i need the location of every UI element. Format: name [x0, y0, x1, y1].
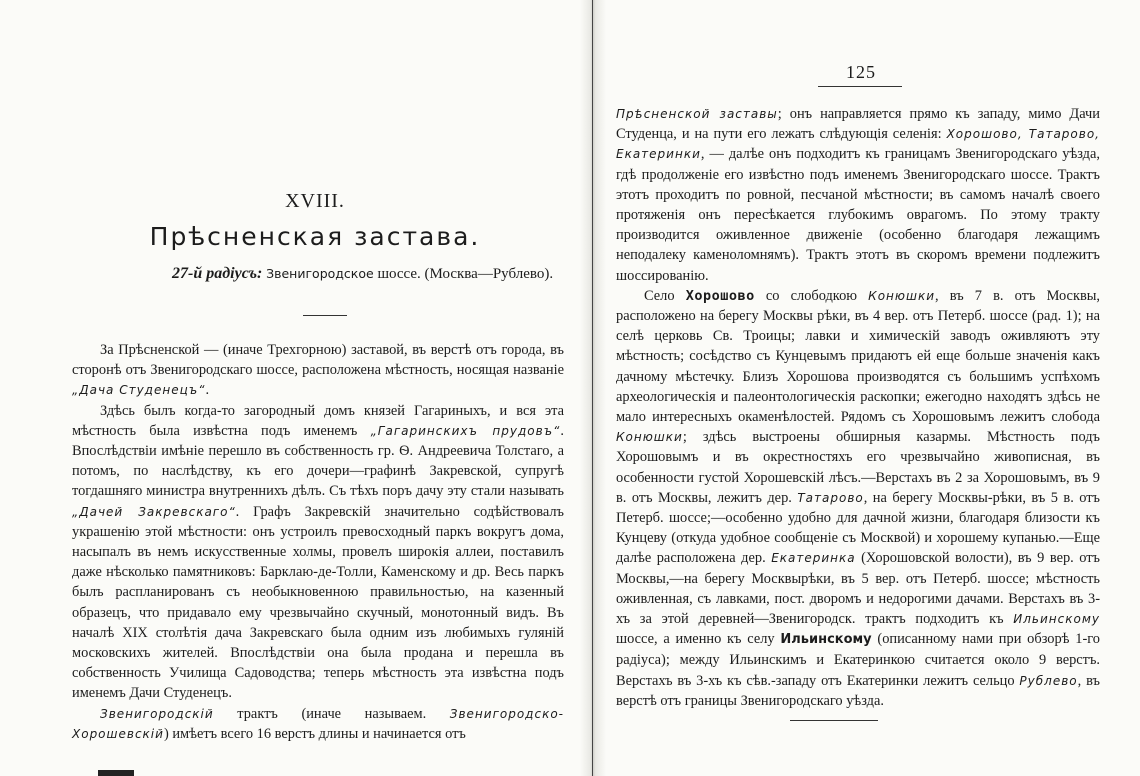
- text-run: . Графъ Закревскій значительно содѣйствовалъ украшенію этой мѣстности: онъ устроилъ превосходный паркъ вокругъ дома, насыпалъ въ немъ искусственные холмы, провелъ широкія аллеи, поставилъ даже нѣсколько памятниковъ: Барклаю-де-Толли, Каменскому и др. Весь паркъ былъ распланированъ съ необыкновенною правильностью, на казенный образецъ, что придавало ему чрезвычайно скучный, монотонный видъ. Въ началѣ XIX столѣтія дача Закревскаго была одним изъ любимыхъ гуляній московскихъ жителей. Впослѣдствіи она была продана и перешла въ собственность Училища Садоводства; теперь мѣстность эта извѣстна подъ именемъ Дачи Студенецъ.: [72, 503, 564, 702]
- text-run: (Хорошовской волости), въ 9 вер. отъ Москвы,—на берегу Москвырѣки, въ 5 вер. отъ Петерб. шоссе; мѣстность оживленная, съ лавками, пост. дворомъ и недорогими дачами. Верстахъ въ 3-хъ за этой деревней—Звенигородск. трактъ подходитъ къ: [616, 550, 1100, 628]
- text-run: За Прѣсненской — (иначе Трехгорною) заставой, въ верстѣ отъ города, въ сторонѣ отъ Звенигородскаго шоссе, расположена мѣстность, носящая названіе: [72, 342, 564, 379]
- section-divider: [303, 315, 347, 316]
- paragraph: [72, 401, 564, 704]
- emphasis-text: Звенигородско-Хорошевскій: [72, 706, 564, 741]
- emphasis-text: Татарово: [797, 490, 864, 505]
- emphasis-text: Хорошово, Татарово, Екатеринки: [616, 127, 1100, 162]
- chapter-number: XVIII.: [285, 190, 345, 212]
- radius-heading: [172, 265, 572, 283]
- right-page: [606, 0, 1140, 776]
- text-run: Здѣсь былъ когда-то загородный домъ князей Гагариныхъ, и вся эта мѣстность была извѣстна подъ именемъ: [72, 402, 564, 439]
- chapter-title: Прѣсненская застава.: [149, 222, 481, 251]
- page-number: 125: [846, 62, 876, 82]
- text-run: , — далѣе онъ подходитъ къ границамъ Звенигородскаго уѣзда, гдѣ продолженіе его извѣстно подъ именемъ Звенигородскаго шоссе. Трактъ этотъ проходитъ по ровной, песчаной мѣстности; въ самомъ началѣ своего протяженія онъ пересѣкается глубокимъ оврагомъ. По этому тракту производится оживленное движеніе (особенно благодаря лежащимъ неподалеку каменоломнямъ). Трактъ этотъ въ скоромъ времени подлежитъ шоссированію.: [616, 146, 1100, 284]
- emphasis-text: Конюшки: [616, 430, 683, 445]
- text-run: , въ 7 в. отъ Москвы, расположено на берегу Москвы рѣки, въ 4 вер. отъ Петерб. шоссе (рад. 1); на селѣ церковь Св. Троицы; лавки и химическій заводъ оживляютъ эту мѣстность; сосѣдство съ Кунцевымъ придаютъ ей еще больше значенія какъ дачному мѣстечку. Близъ Хорошова производятся съ большимъ успѣхомъ археологическія и палеонтологическія раскопки; ежегодно находятъ здѣсь не мало интересныхъ окаменѣлостей. Рядомъ съ Хорошовымъ лежитъ слобода: [616, 287, 1101, 426]
- print-mark: [98, 770, 134, 776]
- paragraph: [72, 704, 564, 744]
- text-run: (описанному нами при обзорѣ 1-го радіуса); между Ильинскимъ и Екатеринкою считается около 9 верстъ. Верстахъ въ 3-хъ къ сѣв.-западу отъ Екатеринки лежитъ сельцо: [616, 631, 1100, 689]
- text-run: Село: [644, 287, 686, 304]
- emphasis-text: „Дача Студенецъ“: [72, 383, 206, 398]
- emphasis-text: Прѣсненской заставы: [616, 107, 778, 121]
- text-run: шоссе, а именно къ селу: [616, 631, 781, 648]
- paragraph: [616, 104, 1100, 286]
- emphasis-text: Звенигородскій: [100, 706, 214, 721]
- paragraph: [616, 286, 1100, 711]
- emphasis-text: Рублево: [1019, 673, 1078, 688]
- page-fold-line: [592, 0, 593, 776]
- left-body-text: [72, 340, 564, 744]
- text-run: со слободкою: [754, 287, 869, 304]
- radius-label: 27-й радіусъ:: [172, 265, 263, 282]
- text-run: . Впослѣдствіи имѣніе перешло въ собственность гр. Ѳ. Андреевича Толстаго, а потомъ, по наслѣдству, къ его дочери—графинѣ Закревской, супругѣ тогдашняго министра внутреннихъ дѣлъ. Съ тѣхъ поръ дачу эту стали называть: [72, 422, 564, 500]
- emphasis-text: „Гагаринскихъ прудовъ“: [370, 423, 561, 438]
- emphasis-text: Екатеринка: [771, 551, 856, 566]
- text-run: ; здѣсь выстроены обширныя казармы. Мѣстность подъ Хорошовымъ и въ окрестностяхъ его чрезвычайно живописная, въ особенности густой Хорошевскій лѣсъ.—Верстахъ въ 2 за Хорошовымъ, въ 9 в. отъ Москвы, лежитъ дер.: [616, 429, 1100, 506]
- text-run: .: [205, 382, 210, 399]
- village-name: Хорошово: [685, 287, 755, 304]
- emphasis-text: Конюшки: [868, 288, 936, 303]
- radius-road: Звенигородское: [266, 266, 374, 281]
- right-body-text: [616, 104, 1100, 711]
- text-run: трактъ (иначе называем.: [213, 705, 427, 722]
- text-run: , на берегу Москвы-рѣки, въ 5 в. отъ Петерб. шоссе;—особенно удобно для дачной жизни, благодаря близости къ Кунцеву (откуда удобное сообщеніе съ Москвой) и хорошему купанью.—Еще далѣе расположена дер.: [616, 489, 1100, 567]
- text-run: ) имѣетъ всего 16 верстъ длины и начинается отъ: [163, 725, 466, 742]
- paragraph: [72, 340, 564, 401]
- village-name: Ильинскому: [780, 632, 872, 648]
- text-run: , въ верстѣ отъ границы Звенигородскаго уѣзда.: [616, 672, 1100, 709]
- end-divider: [790, 720, 878, 721]
- page-number-rule: [818, 86, 902, 87]
- emphasis-text: Ильинскому: [1013, 612, 1100, 627]
- book-gutter: [580, 0, 606, 776]
- text-run: ; онъ направляется прямо къ западу, мимо Дачи Студенца, и на пути его лежатъ слѣдующія селенія:: [616, 106, 1100, 143]
- emphasis-text: „Дачей Закревскаго“: [72, 504, 236, 519]
- radius-rest: шоссе. (Москва—Рублево).: [377, 266, 554, 282]
